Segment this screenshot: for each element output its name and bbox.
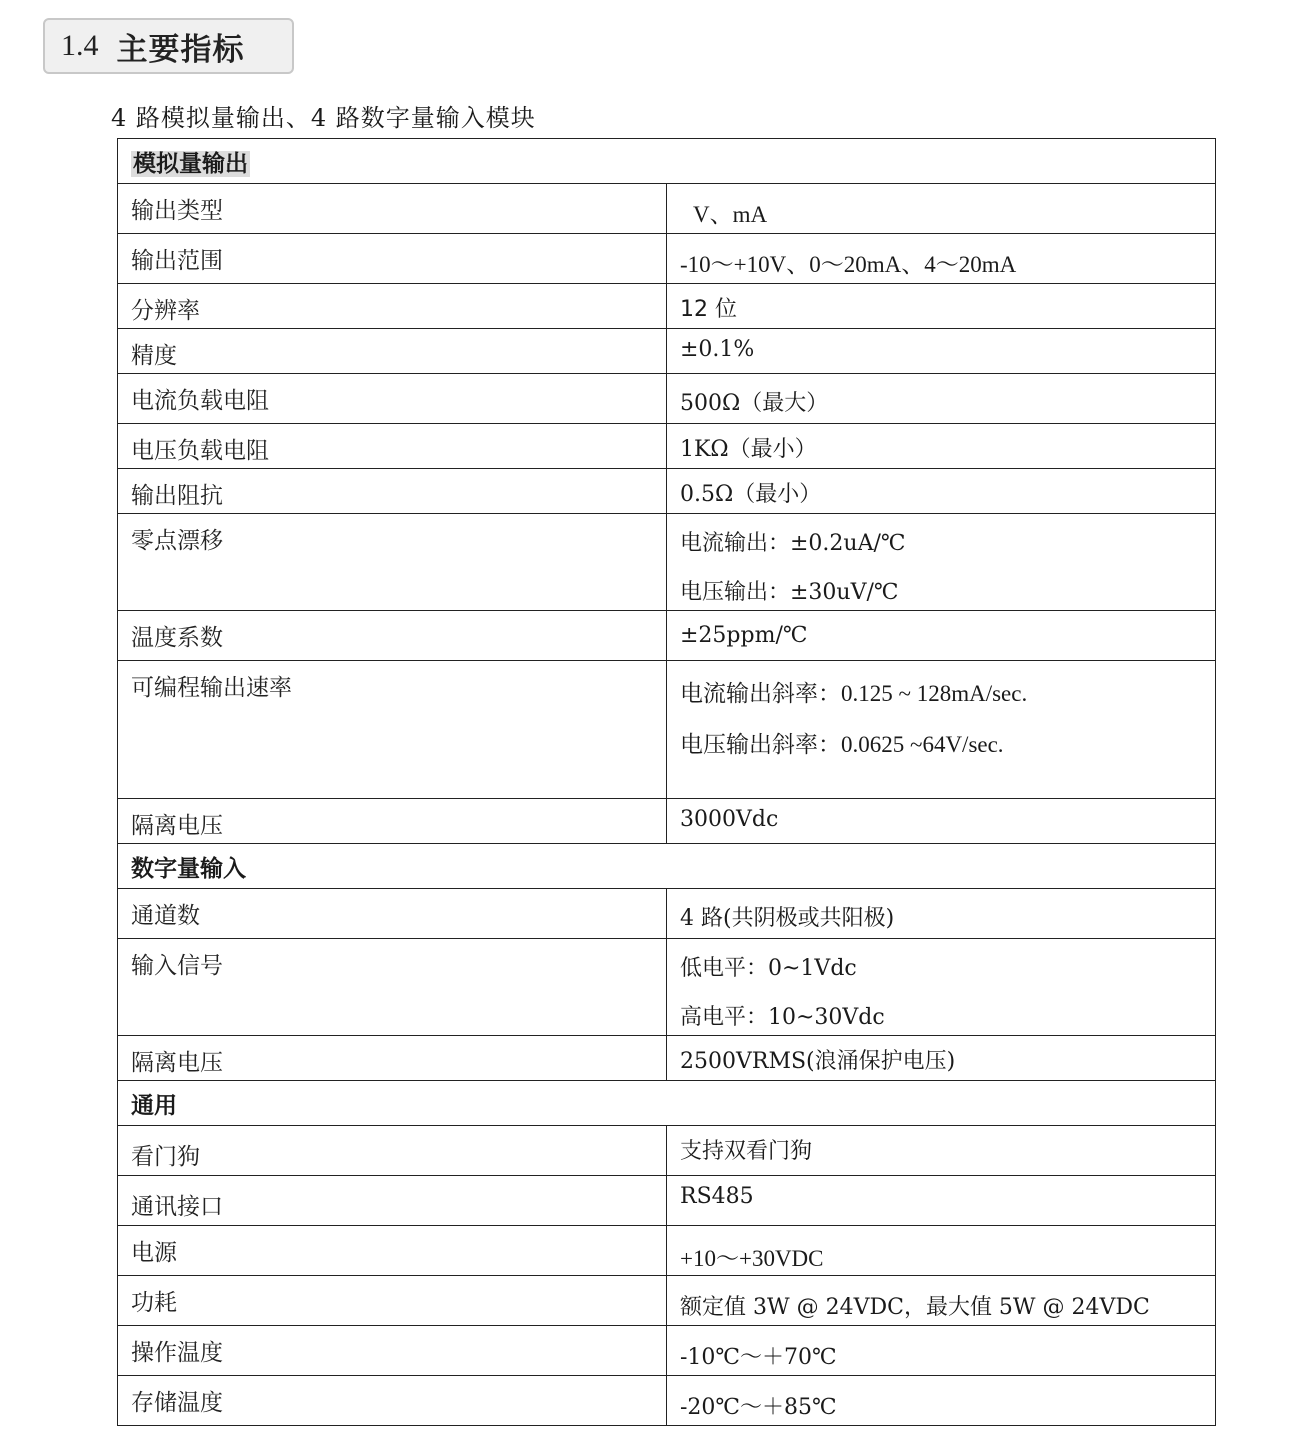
spec-label: 看门狗 <box>131 1144 200 1170</box>
spec-label: 温度系数 <box>131 625 223 651</box>
table-row <box>118 184 1216 234</box>
section-title-digital: 数字量输入 <box>131 856 246 882</box>
table-row <box>118 889 1216 939</box>
spec-value: 额定值 3W @ 24VDC，最大值 5W @ 24VDC <box>680 1295 1150 1320</box>
table-row <box>118 939 1216 1036</box>
spec-table <box>117 138 1216 1426</box>
table-row <box>118 234 1216 284</box>
spec-label: 通讯接口 <box>131 1194 223 1220</box>
table-row <box>118 1226 1216 1276</box>
heading-title: 主要指标 <box>116 31 245 68</box>
spec-value: 0.5Ω（最小） <box>680 482 822 507</box>
spec-label: 操作温度 <box>131 1340 223 1366</box>
section-title-analog: 模拟量输出 <box>133 151 248 177</box>
spec-value: ±25ppm/℃ <box>680 623 808 648</box>
spec-label: 电压负载电阻 <box>131 438 269 464</box>
spec-value: 500Ω（最大） <box>680 391 829 416</box>
spec-label: 输出阻抗 <box>131 483 223 509</box>
spec-value: RS485 <box>680 1184 754 1209</box>
table-row <box>118 329 1216 374</box>
spec-value: 高电平：10~30Vdc <box>680 1005 885 1030</box>
table-row <box>118 799 1216 844</box>
spec-label: 输出类型 <box>131 198 223 224</box>
table-row <box>118 1126 1216 1176</box>
section-row-analog <box>118 139 1216 184</box>
spec-label: 电源 <box>131 1240 177 1266</box>
table-row <box>118 1376 1216 1426</box>
spec-value: 12 位 <box>680 297 737 322</box>
spec-label: 通道数 <box>131 903 200 929</box>
spec-label: 隔离电压 <box>131 1050 223 1076</box>
table-row <box>118 469 1216 514</box>
spec-value: 支持双看门狗 <box>680 1139 813 1164</box>
spec-label: 隔离电压 <box>131 813 223 839</box>
section-row-digital <box>118 844 1216 889</box>
spec-value: -20℃～＋85℃ <box>680 1395 837 1420</box>
heading-number: 1.4 <box>61 29 99 62</box>
table-row <box>118 611 1216 661</box>
spec-value: 低电平：0~1Vdc <box>680 956 857 981</box>
table-row <box>118 374 1216 424</box>
spec-label: 精度 <box>131 343 177 369</box>
spec-value: ±0.1% <box>680 337 755 362</box>
table-row <box>118 661 1216 799</box>
module-description: 4 路模拟量输出、4 路数字量输入模块 <box>111 104 536 132</box>
spec-value: 电流输出：±0.2uA/℃ <box>680 531 906 556</box>
section-row-general <box>118 1081 1216 1126</box>
spec-value: 电流输出斜率：0.125 ~ 128mA/sec. <box>680 681 1028 706</box>
spec-value: -10～+10V、0～20mA、4～20mA <box>680 252 1017 277</box>
spec-label: 可编程输出速率 <box>131 675 292 701</box>
spec-label: 零点漂移 <box>131 528 223 554</box>
table-row <box>118 1036 1216 1081</box>
table-row <box>118 424 1216 469</box>
spec-label: 分辨率 <box>131 298 200 324</box>
spec-value: 4 路(共阴极或共阳极) <box>680 906 895 931</box>
spec-value: V、mA <box>693 202 768 227</box>
spec-value: 2500VRMS(浪涌保护电压) <box>680 1049 956 1074</box>
spec-value: 电压输出斜率：0.0625 ~64V/sec. <box>680 732 1004 757</box>
spec-label: 存储温度 <box>131 1390 223 1416</box>
table-row <box>118 514 1216 611</box>
table-row <box>118 1276 1216 1326</box>
spec-value: 3000Vdc <box>680 807 779 832</box>
spec-value: -10℃～＋70℃ <box>680 1345 837 1370</box>
section-heading <box>43 18 294 74</box>
table-row <box>118 1326 1216 1376</box>
table-row <box>118 284 1216 329</box>
spec-label: 输出范围 <box>131 248 223 274</box>
spec-label: 电流负载电阻 <box>131 388 269 414</box>
spec-value: +10～+30VDC <box>680 1246 824 1271</box>
spec-value: 1KΩ（最小） <box>680 437 817 462</box>
spec-label: 功耗 <box>131 1290 177 1316</box>
spec-label: 输入信号 <box>131 953 223 979</box>
table-row <box>118 1176 1216 1226</box>
spec-value: 电压输出：±30uV/℃ <box>680 580 899 605</box>
section-title-general: 通用 <box>131 1093 177 1119</box>
